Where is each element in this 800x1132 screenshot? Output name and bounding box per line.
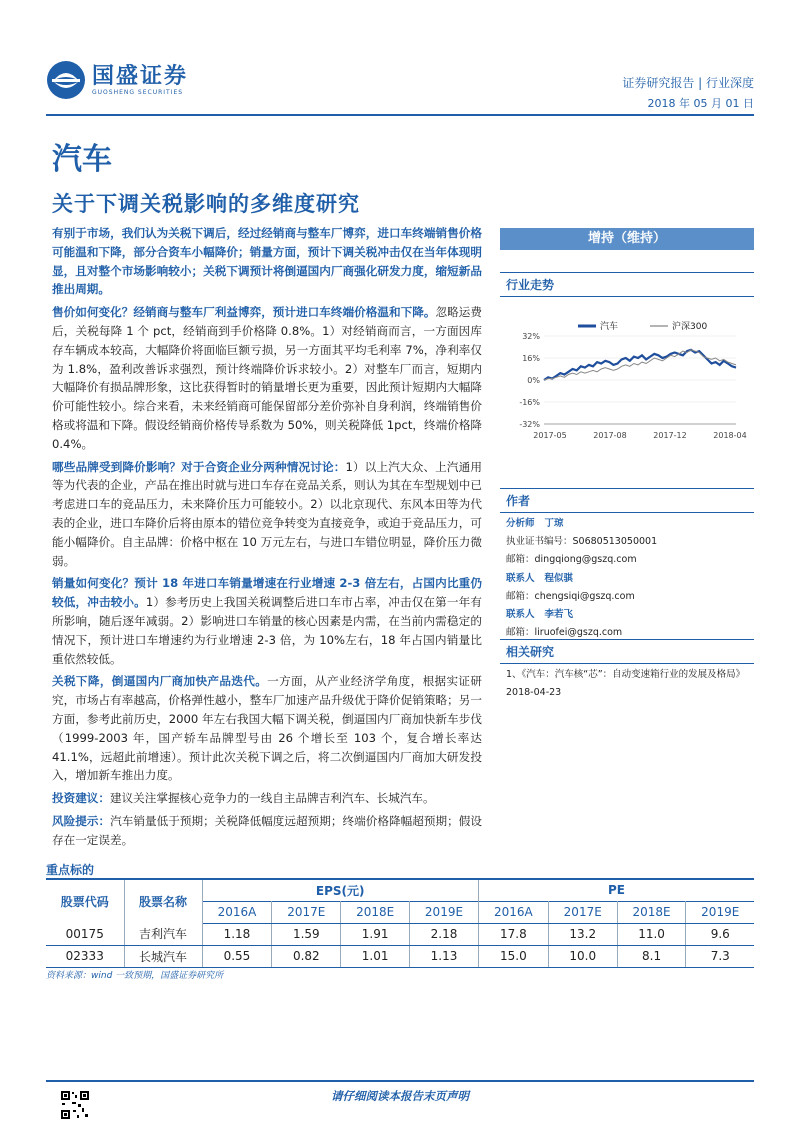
- logo-english: GUOSHENG SECURITIES: [92, 88, 184, 96]
- brand-logo: [46, 60, 188, 100]
- price-paragraph: 售价如何变化？经销商与整车厂利益博弈，预计进口车终端价格温和下降。忽略运费后，关税每降 1 个 pct，经销商到手价格降 0.8%。1）对经销商而言，一方面因库存车辆成本较高，大幅降价将面临巨额亏损，另一方面其平均毛利率 7%，净利率仅为 1.8%，盈利改善诉求强烈，预计终端降价诉求较小。2）对整车厂而言，短期内大幅降价有损品牌形象，这比获得暂时的销量增长更为重要，因此预计短期内大幅降价可能性较小。综合来看，未来经销商可能保留部分差价弥补自身利润，终端销售价格或将温和下降。假设经销商价格传导系数为 50%，则关税降低 1pct，终端价格降 0.4%。: [52, 305, 482, 451]
- related-research-item[interactable]: 1、《汽车：汽车核“芯”：自动变速箱行业的发展及格局》2018-04-23: [506, 669, 746, 698]
- header-divider: [46, 114, 754, 116]
- sales-paragraph: 销量如何变化？预计 18 年进口车销量增速在行业增速 2-3 倍左右，占国内比重仍较低，冲击较小。1）参考历史上我国关税调整后进口车市占率，冲击仅在第一年有所影响，随后逐年减弱。2）影响进口车销量的核心因素是内需，在当前内需稳定的情况下，预计进口车增速约为行业增速 2-3 倍，为 10%左右，18 年占国内销量比重依然较低。: [52, 576, 482, 666]
- year-header: 2016A: [202, 901, 272, 923]
- y-tick-label: 0%: [527, 376, 540, 385]
- risk-paragraph: 风险提示：汽车销量低于预期；关税降低幅度远超预期；终端价格降幅超预期；假设存在一定误差。: [52, 813, 482, 847]
- report-title: 关于下调关税影响的多维度研究: [52, 192, 360, 216]
- legend-label: 汽车: [600, 322, 619, 332]
- investment-paragraph: 投资建议：建议关注掌握核心竞争力的一线自主品牌吉利汽车、长城汽车。: [52, 791, 435, 806]
- logo-chinese: 国盛证券: [92, 63, 189, 89]
- tariff-paragraph: 关税下降，倒逼国内厂商加快产品迭代。一方面，从产业经济学角度，根据实证研究，市场占有率越高，价格弹性越小，整车厂加速产品升级优于降价促销策略；另一方面，参考此前历史，2000 年左右我国大幅下调关税，倒逼国内厂商加快新车步伐（1999-2003 年，国产轿车品牌型号由 26 个增长至 103 个，复合增长率达 41.1%，远超此前增速）。预计此次关税下调之后，将二次倒逼国内厂商加大研发投入，增加新车推出力度。: [52, 674, 482, 783]
- table-heading: 重点标的: [46, 863, 95, 877]
- trend-chart: [500, 320, 754, 445]
- trend-heading: 行业走势: [500, 272, 754, 297]
- year-header: 2017E: [272, 901, 341, 923]
- eps-header: EPS(元): [202, 879, 478, 901]
- series-line-csi300: [544, 350, 736, 380]
- x-tick-label: 2017-08: [593, 431, 627, 440]
- x-tick-label: 2017-05: [533, 431, 567, 440]
- table-row: 02333 长城汽车 0.55 0.82 1.01 1.13 15.0 10.0 8.1 7.3: [46, 945, 754, 967]
- year-header: 2019E: [410, 901, 479, 923]
- year-header: 2018E: [341, 901, 410, 923]
- y-tick-label: 16%: [522, 354, 540, 363]
- report-body: [52, 224, 482, 854]
- year-header: 2018E: [617, 901, 686, 923]
- sector-title: 汽车: [52, 142, 112, 177]
- author-row: 分析师 丁琼: [506, 518, 564, 529]
- author-cert: 执业证书编号：S0680513050001: [506, 536, 658, 548]
- author-heading: 作者: [500, 488, 754, 513]
- summary-paragraph: 有别于市场，我们认为关税下调后，经过经销商与整车厂博弈，进口车终端销售价格可能温和下降，部分合资车小幅降价；销量方面，预计下调关税冲击仅在当年体现明显，且对整个市场影响较小；关税下调预计将倒逼国内厂商强化研发力度，缩短新品推出周期。: [52, 226, 482, 297]
- col-code-header: 股票代码: [46, 879, 124, 923]
- footer-divider: [46, 1080, 754, 1082]
- series-line-auto: [544, 350, 736, 380]
- rating-badge: 增持（维持）: [500, 228, 754, 250]
- author-row: 联系人 李若飞: [506, 609, 574, 621]
- report-type: 证券研究报告 | 行业深度: [622, 76, 754, 90]
- year-header: 2019E: [686, 901, 754, 923]
- x-tick-label: 2018-04: [713, 431, 747, 440]
- table-source: 资料来源：wind 一致预期，国盛证券研究所: [46, 971, 224, 981]
- x-tick-label: 2017-12: [653, 431, 687, 440]
- author-email[interactable]: 邮箱：chengsiqi@gszq.com: [506, 590, 635, 602]
- footer-disclaimer: 请仔细阅读本报告末页声明: [331, 1089, 469, 1103]
- pe-header: PE: [478, 879, 754, 901]
- related-heading: 相关研究: [500, 639, 754, 664]
- report-date: 2018 年 05 月 01 日: [647, 97, 754, 110]
- year-header: 2017E: [548, 901, 617, 923]
- table-row: 00175 吉利汽车 1.18 1.59 1.91 2.18 17.8 13.2 11.0 9.6: [46, 923, 754, 945]
- y-tick-label: -16%: [519, 398, 540, 407]
- col-name-header: 股票名称: [124, 879, 202, 923]
- y-tick-label: -32%: [519, 420, 540, 429]
- y-tick-label: 32%: [522, 332, 540, 341]
- author-row: 联系人 程似骐: [506, 572, 574, 584]
- brand-paragraph: 哪些品牌受到降价影响？对于合资企业分两种情况讨论：1）以上汽大众、上汽通用等为代表的企业，产品在推出时就与进口车存在竞品关系，则认为其在车型规划中已考虑进口车的竞品压力，未来降价压力可能较小。2）以北京现代、东风本田等为代表的企业，进口车降价后将由原本的错位竞争转变为直接竞争，或迫于竞品压力，可能小幅降价。自主品牌：价格中枢在 10 万元左右，与进口车错位明显，降价压力微弱。: [52, 459, 482, 568]
- legend-label: 沪深300: [672, 322, 708, 332]
- author-email[interactable]: 邮箱：liruofei@gszq.com: [506, 627, 623, 639]
- key-stocks-table: [46, 878, 754, 968]
- year-header: 2016A: [478, 901, 548, 923]
- author-email[interactable]: 邮箱：dingqiong@gszq.com: [506, 554, 637, 566]
- guosheng-logo-icon: [46, 60, 86, 100]
- author-list: [506, 515, 752, 642]
